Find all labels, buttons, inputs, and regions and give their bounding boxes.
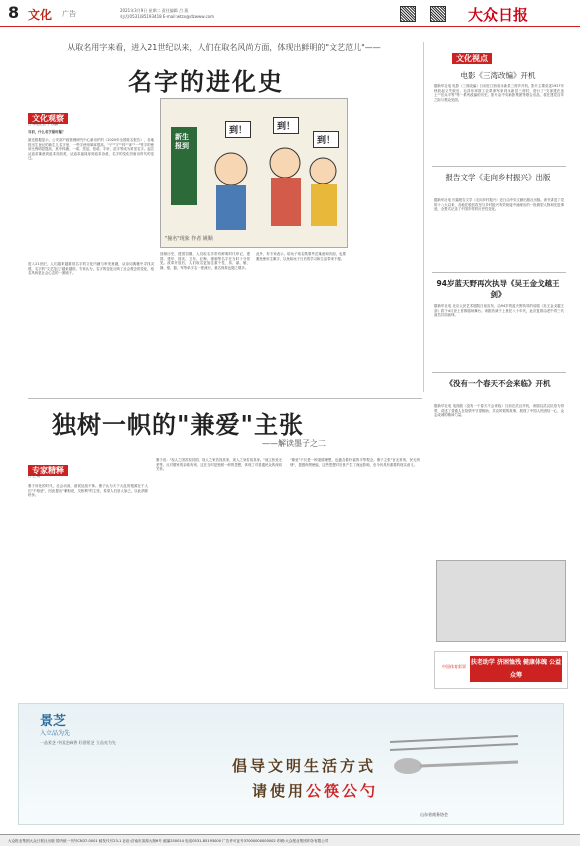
speech-bubble: 到！ bbox=[225, 121, 251, 138]
essay-column-tag: 专家精释 bbox=[28, 465, 68, 476]
date-line: 2021年3月9日 星期二 责任编辑 吕 燕 bbox=[120, 8, 189, 13]
ad-sponsor: 山东省商务协会 bbox=[420, 812, 448, 817]
ad-logo-sub: 入立品为先 bbox=[40, 730, 71, 737]
essay-title: 独树一帜的"兼爱"主张 bbox=[52, 410, 305, 439]
ad-tagline: 一品景芝 中国芝麻香 好酒景芝 立品亮为先 bbox=[40, 740, 116, 745]
cartoon-drawing bbox=[161, 99, 347, 247]
feature-kicker: 从取名用字来看，进入21世纪以来，人们在取名风尚方面，体现出鲜明的"文艺范儿"—— bbox=[67, 43, 381, 52]
lottery-org: 中国体育彩票 bbox=[442, 664, 466, 669]
news-title-1: 电影《三湾改编》开机 bbox=[460, 71, 536, 80]
page-footer: 大众报业集团大众日报社出版 国内统一刊号CN37-0001 邮发代号23-1 社址:济南市泺源大街6号 邮编250014 电话0531-85193000 广告许可证号37000000000002 印刷:大众报业集团印务有限公司 bbox=[0, 834, 580, 846]
newspaper-brand: 大众日报 bbox=[468, 6, 529, 24]
lottery-slogan: 扶老助学 济困恤残 健康体魄 公益众筹 bbox=[470, 656, 562, 682]
essay-body-2: 墨子说："视人之国若视其国，视人之家若视其家，视人之身若视其身。"他主张爱无差等，反对儒家的亲疏有别，这在当时是独树一帜的思想，体现了对普通民众的深切关怀。 bbox=[156, 458, 282, 472]
ad-slogan-2: 请使用公筷公勺 bbox=[252, 782, 379, 800]
news-title-2: 报告文学《走向乡村振兴》出版 bbox=[445, 173, 551, 182]
page-number: 8 bbox=[8, 3, 20, 22]
feature-body-2: 进入21世纪，人们越来越重视名字的文化内涵与审美意趣，从诗词典籍中寻找灵感，名字的"文艺范儿"越来越浓。专家认为，名字的变化反映了社会观念的变化，取名风尚是社会心态的一面镜子。 bbox=[28, 262, 154, 276]
ad-logo: 景芝 bbox=[40, 714, 67, 729]
section-divider bbox=[28, 398, 422, 399]
news-title-4: 《没有一个春天不会来临》开机 bbox=[445, 379, 551, 388]
ad-label: 广告 bbox=[62, 10, 76, 18]
contact-line: 电话(0531)85193418 E-mail:wtzx@dzwww.com bbox=[120, 13, 215, 19]
news-body-4: 据新华社电 电视剧《没有一个春天不会来临》日前在武汉开机，该剧以武汉抗疫为背景，讲述了普通人在疫情中守望相助、共克时艰的故事，展现了中国人民团结一心、众志成城的精神力量。 bbox=[434, 404, 564, 418]
news-title-3: 94岁蓝天野再次执导《吴王金戈越王剑》 bbox=[436, 279, 560, 299]
news-divider bbox=[432, 166, 566, 167]
news-divider bbox=[432, 372, 566, 373]
news-body-1: 据新华社电 电影《三湾改编》日前在江西省永新县三湾乡开机，影片主要讲述1927年秋收起义失败后，毛泽东率领工农革命军来到永新县三湾村，进行了"支部建在连上""官兵平等"等一系列改编的历史。影片由中央新影集团等联合出品，将在建党百年之际与观众见面。 bbox=[434, 84, 564, 102]
ad-slogan-highlight: 公筷公勺 bbox=[306, 782, 379, 800]
section-title: 文化 bbox=[28, 8, 53, 22]
speech-bubble: 到！ bbox=[273, 117, 299, 134]
news-body-3: 据新华社电 北京人民艺术剧院日前宣布，由94岁的蓝天野执导的话剧《吴王金戈越王剑》将于4月登上首都剧场舞台。该剧首演于上世纪八十年代，此次复排由老中青三代演员共同演绎。 bbox=[434, 304, 564, 318]
feature-body-1: 最近数据显示，公安部户政管理研究中心新出炉的《2020年全国姓名报告》，各地按出生登记的新生儿名字里，一些字使用频率很高。"子""宇""梓""沐""一"等字的使用比例明显提高，其中梓涵、一诺、奕辰、依诺、宇轩、浩宇等成为常见名字。起名从追求寓意到追求音韵美，从追求福禄寿到追求诗意，名字的变化折射出时代的变迁。 bbox=[28, 138, 154, 161]
feature-title: 名字的进化史 bbox=[128, 67, 284, 96]
feature-lead: 当初，什么名字最时髦？ bbox=[28, 130, 66, 134]
essay-body-3: "兼爱"不仅是一种道德理想，也蕴含着朴素的平等观念。墨子主张"官无常贵，民无终贱"，提倡尚贤使能，这些思想对后世产生了深远影响，至今仍具有重要的现实意义。 bbox=[290, 458, 420, 467]
speech-bubble: 到！ bbox=[313, 131, 339, 148]
essay-byline: □ 王 明 bbox=[28, 474, 41, 478]
qr-code-icon[interactable] bbox=[400, 6, 416, 22]
qr-code-icon[interactable] bbox=[430, 6, 446, 22]
column-tag: 文化观察 bbox=[28, 113, 68, 124]
feature-body-4: 此外，有专家表示，给孩子取名既要考虑寓意和音韵，也要避免使用生僻字，以免给孩子日后的学习和生活带来不便。 bbox=[256, 252, 346, 261]
essay-body-1: 墨子所处的时代，社会动荡，诸侯征战不休。墨子认为天下大乱的根源在于人们"不相爱"，因此提出"兼相爱，交相利"的主张，希望人们爱人如己，以此消除纷争。 bbox=[28, 484, 148, 498]
cartoon-illustration bbox=[160, 98, 348, 248]
right-column-tag: 文化视点 bbox=[452, 53, 492, 64]
news-divider bbox=[432, 272, 566, 273]
cartoon-caption: "撞名"现象 作者 姚顺 bbox=[165, 236, 213, 242]
feature-body-3: 回顾历史，建国初期，人们取名多带有鲜明时代印记，建国、建华、国庆、卫东、红梅、援朝等名字在当时十分常见。改革开放后，人们取名更加注重个性，伟、丽、敏、静、强、磊、军等单字名一度流行，重名现象也随之增多。 bbox=[160, 252, 250, 270]
column-divider bbox=[423, 42, 424, 392]
news-photo bbox=[436, 560, 566, 642]
news-body-2: 据新华社电 长篇报告文学《走向乡村振兴》近日由中央文献出版社出版。该书讲述了党的十八大以来，各地在脱贫攻坚与乡村振兴有效衔接中涌现出的一批典型人物和先进事迹，全景式记录了中国乡村的历史性变化。 bbox=[434, 198, 564, 212]
essay-subtitle: ——解读墨子之二 bbox=[262, 439, 326, 448]
feature-byline: □ 本报记者 于 国鹏 bbox=[28, 122, 59, 126]
cartoon-sign: 新生报到 bbox=[175, 133, 189, 150]
ad-slogan-1: 倡导文明生活方式 bbox=[232, 757, 377, 775]
header-meta bbox=[120, 8, 380, 19]
chopsticks-spoon-icon bbox=[390, 730, 520, 780]
